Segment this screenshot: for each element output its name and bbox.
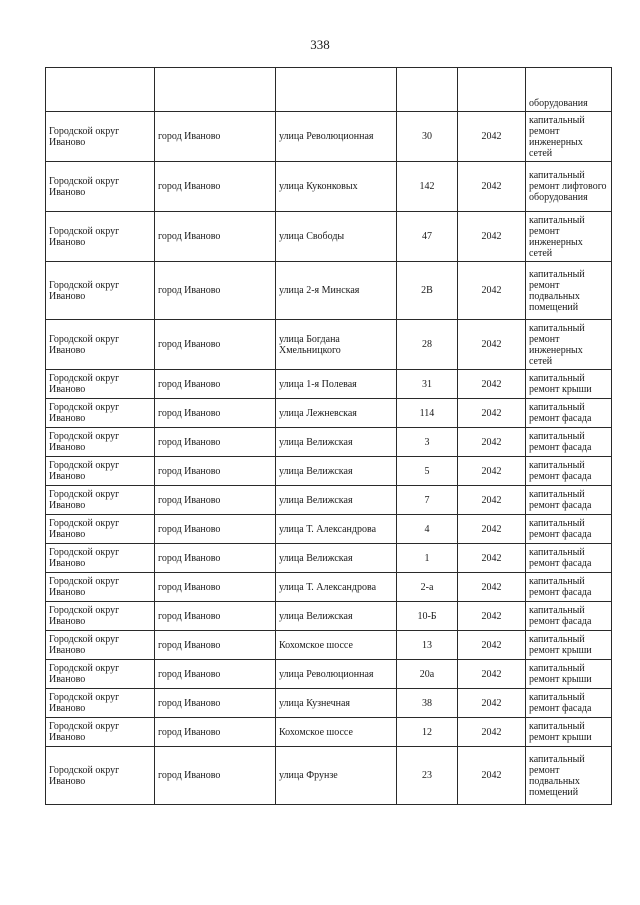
table-row	[46, 162, 612, 212]
cell-okrug: Городской округ Иваново	[46, 370, 155, 399]
cell-house: 2В	[397, 262, 458, 320]
cell-okrug: Городской округ Иваново	[46, 747, 155, 805]
cell-street: улица Свободы	[276, 212, 397, 262]
cell-okrug: Городской округ Иваново	[46, 689, 155, 718]
cell-okrug: Городской округ Иваново	[46, 486, 155, 515]
cell-house: 10-Б	[397, 602, 458, 631]
cell-work: капитальный ремонт лифтового оборудования	[526, 162, 612, 212]
cell-street	[276, 68, 397, 112]
cell-street: улица Т. Александрова	[276, 573, 397, 602]
cell-house: 38	[397, 689, 458, 718]
cell-work: капитальный ремонт подвальных помещений	[526, 262, 612, 320]
table-row	[46, 515, 612, 544]
cell-city: город Иваново	[155, 112, 276, 162]
cell-okrug: Городской округ Иваново	[46, 399, 155, 428]
cell-house: 4	[397, 515, 458, 544]
cell-house: 13	[397, 631, 458, 660]
page-number: 338	[310, 37, 330, 52]
cell-city: город Иваново	[155, 515, 276, 544]
table-row	[46, 602, 612, 631]
cell-city: город Иваново	[155, 747, 276, 805]
cell-year: 2042	[458, 428, 526, 457]
cell-city: город Иваново	[155, 320, 276, 370]
cell-okrug	[46, 68, 155, 112]
table-row	[46, 320, 612, 370]
cell-house: 47	[397, 212, 458, 262]
cell-year: 2042	[458, 212, 526, 262]
cell-house: 12	[397, 718, 458, 747]
cell-city: город Иваново	[155, 544, 276, 573]
cell-street: улица Богдана Хмельницкого	[276, 320, 397, 370]
cell-house: 30	[397, 112, 458, 162]
cell-year: 2042	[458, 660, 526, 689]
cell-work: капитальный ремонт фасада	[526, 515, 612, 544]
cell-street: улица Революционная	[276, 112, 397, 162]
cell-street: улица Лежневская	[276, 399, 397, 428]
cell-work: капитальный ремонт инженерных сетей	[526, 212, 612, 262]
cell-city: город Иваново	[155, 631, 276, 660]
cell-house: 1	[397, 544, 458, 573]
cell-year: 2042	[458, 370, 526, 399]
cell-okrug: Городской округ Иваново	[46, 544, 155, 573]
cell-year: 2042	[458, 544, 526, 573]
cell-city	[155, 68, 276, 112]
cell-year: 2042	[458, 486, 526, 515]
cell-work: оборудования	[526, 68, 612, 112]
cell-street: улица Велижская	[276, 457, 397, 486]
cell-house: 142	[397, 162, 458, 212]
table-row	[46, 544, 612, 573]
cell-work: капитальный ремонт подвальных помещений	[526, 747, 612, 805]
table-row	[46, 718, 612, 747]
table-row	[46, 573, 612, 602]
cell-house: 114	[397, 399, 458, 428]
cell-house: 20а	[397, 660, 458, 689]
cell-year: 2042	[458, 162, 526, 212]
cell-city: город Иваново	[155, 399, 276, 428]
cell-year: 2042	[458, 112, 526, 162]
cell-street: Кохомское шоссе	[276, 631, 397, 660]
cell-work: капитальный ремонт фасада	[526, 544, 612, 573]
cell-okrug: Городской округ Иваново	[46, 320, 155, 370]
cell-okrug: Городской округ Иваново	[46, 631, 155, 660]
cell-okrug: Городской округ Иваново	[46, 112, 155, 162]
cell-city: город Иваново	[155, 162, 276, 212]
table-row	[46, 457, 612, 486]
cell-year: 2042	[458, 747, 526, 805]
cell-city: город Иваново	[155, 660, 276, 689]
cell-street: улица Велижская	[276, 544, 397, 573]
table-row	[46, 399, 612, 428]
cell-year: 2042	[458, 515, 526, 544]
table-row	[46, 262, 612, 320]
table-row	[46, 370, 612, 399]
cell-okrug: Городской округ Иваново	[46, 428, 155, 457]
cell-house: 31	[397, 370, 458, 399]
cell-work: капитальный ремонт фасада	[526, 457, 612, 486]
table-row	[46, 660, 612, 689]
cell-street: улица Революционная	[276, 660, 397, 689]
cell-city: город Иваново	[155, 602, 276, 631]
table-row	[46, 428, 612, 457]
cell-work: капитальный ремонт инженерных сетей	[526, 112, 612, 162]
table-row	[46, 486, 612, 515]
cell-house: 5	[397, 457, 458, 486]
cell-city: город Иваново	[155, 718, 276, 747]
table-row	[46, 689, 612, 718]
table-row-continued	[46, 68, 612, 112]
table-body	[46, 68, 612, 805]
cell-street: улица Фрунзе	[276, 747, 397, 805]
cell-okrug: Городской округ Иваново	[46, 573, 155, 602]
cell-street: улица Велижская	[276, 602, 397, 631]
cell-okrug: Городской округ Иваново	[46, 515, 155, 544]
cell-year: 2042	[458, 573, 526, 602]
cell-street: Кохомское шоссе	[276, 718, 397, 747]
cell-year: 2042	[458, 320, 526, 370]
cell-street: улица Кузнечная	[276, 689, 397, 718]
cell-work: капитальный ремонт фасада	[526, 689, 612, 718]
table-row	[46, 112, 612, 162]
cell-year: 2042	[458, 718, 526, 747]
cell-year	[458, 68, 526, 112]
cell-city: город Иваново	[155, 689, 276, 718]
cell-street: улица Т. Александрова	[276, 515, 397, 544]
cell-year: 2042	[458, 262, 526, 320]
cell-okrug: Городской округ Иваново	[46, 457, 155, 486]
table-row	[46, 747, 612, 805]
cell-okrug: Городской округ Иваново	[46, 602, 155, 631]
cell-house: 28	[397, 320, 458, 370]
cell-work: капитальный ремонт крыши	[526, 718, 612, 747]
cell-work: капитальный ремонт фасада	[526, 573, 612, 602]
cell-work: капитальный ремонт фасада	[526, 602, 612, 631]
cell-street: улица Велижская	[276, 486, 397, 515]
cell-work: капитальный ремонт фасада	[526, 399, 612, 428]
cell-street: улица 1-я Полевая	[276, 370, 397, 399]
cell-year: 2042	[458, 689, 526, 718]
repair-schedule-table	[45, 67, 612, 805]
cell-year: 2042	[458, 631, 526, 660]
cell-work: капитальный ремонт крыши	[526, 631, 612, 660]
cell-work: капитальный ремонт крыши	[526, 660, 612, 689]
cell-house	[397, 68, 458, 112]
cell-city: город Иваново	[155, 262, 276, 320]
cell-street: улица Куконковых	[276, 162, 397, 212]
cell-city: город Иваново	[155, 573, 276, 602]
cell-house: 23	[397, 747, 458, 805]
cell-street: улица 2-я Минская	[276, 262, 397, 320]
cell-year: 2042	[458, 399, 526, 428]
cell-okrug: Городской округ Иваново	[46, 660, 155, 689]
cell-street: улица Велижская	[276, 428, 397, 457]
cell-house: 2-а	[397, 573, 458, 602]
cell-year: 2042	[458, 457, 526, 486]
cell-work: капитальный ремонт фасада	[526, 428, 612, 457]
cell-work: капитальный ремонт фасада	[526, 486, 612, 515]
cell-city: город Иваново	[155, 370, 276, 399]
cell-year: 2042	[458, 602, 526, 631]
table-row	[46, 212, 612, 262]
cell-city: город Иваново	[155, 212, 276, 262]
cell-house: 3	[397, 428, 458, 457]
cell-work: капитальный ремонт инженерных сетей	[526, 320, 612, 370]
cell-okrug: Городской округ Иваново	[46, 262, 155, 320]
cell-city: город Иваново	[155, 486, 276, 515]
cell-okrug: Городской округ Иваново	[46, 718, 155, 747]
cell-okrug: Городской округ Иваново	[46, 162, 155, 212]
cell-city: город Иваново	[155, 457, 276, 486]
cell-work: капитальный ремонт крыши	[526, 370, 612, 399]
cell-city: город Иваново	[155, 428, 276, 457]
table-row	[46, 631, 612, 660]
cell-okrug: Городской округ Иваново	[46, 212, 155, 262]
cell-house: 7	[397, 486, 458, 515]
